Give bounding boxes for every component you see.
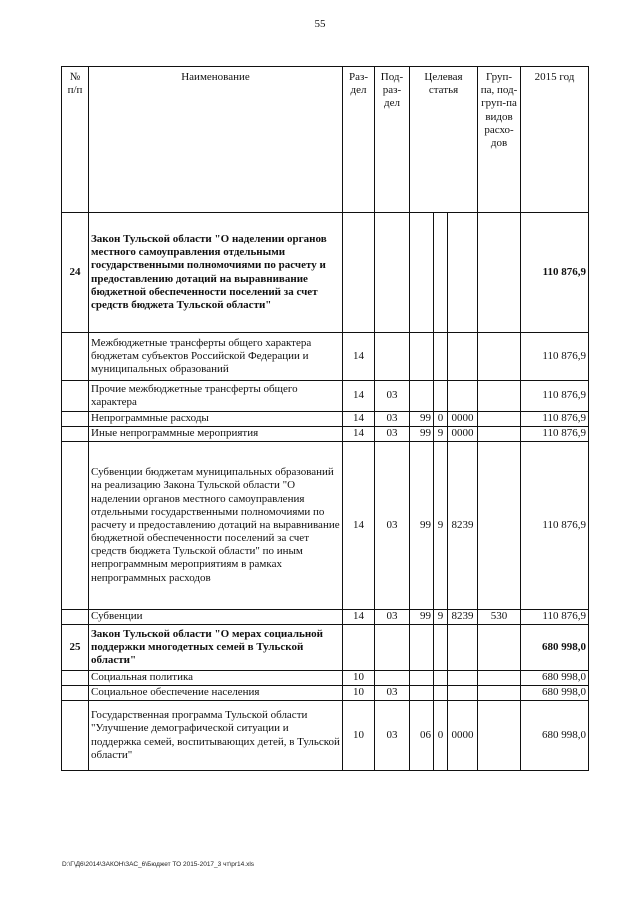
cell-target-sub: [434, 381, 448, 412]
cell-group: [478, 625, 521, 671]
cell-name: Межбюджетные трансферты общего характера бюджетам субъектов Российской Федерации и муниципальных образований: [89, 333, 343, 381]
table-row: [62, 442, 589, 610]
cell-num: [62, 412, 89, 427]
cell-target-program: [410, 686, 434, 701]
cell-razdel: 14: [343, 427, 375, 442]
table-row: [62, 686, 589, 701]
cell-podrazdel: 03: [375, 610, 410, 625]
cell-group: [478, 442, 521, 610]
cell-podrazdel: [375, 213, 410, 333]
cell-target-sub: [434, 213, 448, 333]
header-target: Целевая статья: [410, 67, 478, 213]
cell-razdel: 14: [343, 610, 375, 625]
cell-target-sub: 9: [434, 442, 448, 610]
cell-name: Закон Тульской области "О мерах социальной поддержки многодетных семей в Тульской области": [89, 625, 343, 671]
header-name: Наименование: [89, 67, 343, 213]
cell-num: [62, 686, 89, 701]
table-row: [62, 213, 589, 333]
cell-target-code: 8239: [448, 610, 478, 625]
cell-target-code: 0000: [448, 701, 478, 771]
cell-name: Социальная политика: [89, 671, 343, 686]
header-num: № п/п: [62, 67, 89, 213]
footer-file-path: D:\Г\Д6\2014\ЗАКОН\ЗАС_6\Бюджет ТО 2015-2017_3 чт\pr14.xls: [62, 861, 255, 868]
cell-target-program: 99: [410, 427, 434, 442]
cell-target-sub: [434, 333, 448, 381]
cell-target-sub: [434, 625, 448, 671]
cell-target-sub: [434, 671, 448, 686]
table-row: [62, 701, 589, 771]
cell-target-code: [448, 333, 478, 381]
table-header-row: [62, 67, 589, 213]
cell-name: Непрограммные расходы: [89, 412, 343, 427]
cell-razdel: 10: [343, 686, 375, 701]
table-row: [62, 381, 589, 412]
cell-target-program: 99: [410, 610, 434, 625]
cell-target-program: 06: [410, 701, 434, 771]
cell-target-program: [410, 381, 434, 412]
cell-num: [62, 427, 89, 442]
cell-name: Социальное обеспечение населения: [89, 686, 343, 701]
cell-podrazdel: [375, 625, 410, 671]
cell-target-program: 99: [410, 412, 434, 427]
cell-target-sub: 9: [434, 610, 448, 625]
cell-target-code: 8239: [448, 442, 478, 610]
cell-amount: 110 876,9: [521, 610, 589, 625]
cell-group: [478, 701, 521, 771]
cell-target-code: 0000: [448, 427, 478, 442]
cell-target-sub: 0: [434, 701, 448, 771]
cell-name: Субвенции бюджетам муниципальных образований на реализацию Закона Тульской области "О наделении органов местного самоуправления отдельными государственными полномочиями по расчету и предоставлению дотаций на выравнивание бюджетной обеспеченности поселений за счет средств бюджета Тульской области" по иным непрограммным мероприятиям в рамках непрограммных расходов: [89, 442, 343, 610]
cell-name: Закон Тульской области "О наделении органов местного самоуправления отдельными государственными полномочиями по расчету и предоставлению дотаций на выравнивание бюджетной обеспеченности поселений за счет средств бюджета Тульской области": [89, 213, 343, 333]
cell-target-program: 99: [410, 442, 434, 610]
table-row: [62, 610, 589, 625]
cell-num: [62, 610, 89, 625]
cell-group: [478, 412, 521, 427]
cell-group: [478, 213, 521, 333]
cell-target-code: [448, 671, 478, 686]
cell-num: [62, 381, 89, 412]
cell-target-code: [448, 213, 478, 333]
cell-amount: 110 876,9: [521, 213, 589, 333]
cell-num: [62, 671, 89, 686]
cell-num: [62, 701, 89, 771]
cell-amount: 680 998,0: [521, 625, 589, 671]
cell-target-sub: 0: [434, 412, 448, 427]
page-number: 55: [314, 18, 326, 30]
cell-num: [62, 333, 89, 381]
cell-target-sub: [434, 686, 448, 701]
table-row: [62, 427, 589, 442]
cell-amount: 680 998,0: [521, 671, 589, 686]
cell-group: [478, 671, 521, 686]
cell-razdel: 14: [343, 333, 375, 381]
table-row: [62, 412, 589, 427]
cell-podrazdel: 03: [375, 442, 410, 610]
cell-amount: 680 998,0: [521, 701, 589, 771]
header-year: 2015 год: [521, 67, 589, 213]
cell-target-program: [410, 213, 434, 333]
cell-group: [478, 686, 521, 701]
cell-num: [62, 442, 89, 610]
cell-name: Иные непрограммные мероприятия: [89, 427, 343, 442]
cell-razdel: 10: [343, 701, 375, 771]
table-row: [62, 625, 589, 671]
cell-target-code: [448, 686, 478, 701]
header-razdel: Раз-дел: [343, 67, 375, 213]
cell-target-program: [410, 333, 434, 381]
cell-amount: 110 876,9: [521, 333, 589, 381]
cell-group: 530: [478, 610, 521, 625]
cell-podrazdel: [375, 333, 410, 381]
header-group: Груп-па, под-груп-па видов расхо-дов: [478, 67, 521, 213]
cell-podrazdel: [375, 671, 410, 686]
cell-target-program: [410, 625, 434, 671]
cell-amount: 110 876,9: [521, 442, 589, 610]
cell-target-code: 0000: [448, 412, 478, 427]
budget-table: [61, 66, 589, 771]
cell-podrazdel: 03: [375, 701, 410, 771]
cell-target-code: [448, 625, 478, 671]
header-podrazdel: Под-раз-дел: [375, 67, 410, 213]
cell-podrazdel: 03: [375, 686, 410, 701]
cell-group: [478, 333, 521, 381]
cell-razdel: 14: [343, 412, 375, 427]
cell-razdel: 14: [343, 381, 375, 412]
cell-group: [478, 427, 521, 442]
cell-razdel: 10: [343, 671, 375, 686]
cell-num: 24: [62, 213, 89, 333]
cell-podrazdel: 03: [375, 427, 410, 442]
cell-group: [478, 381, 521, 412]
cell-razdel: [343, 213, 375, 333]
cell-target-code: [448, 381, 478, 412]
cell-target-program: [410, 671, 434, 686]
cell-num: 25: [62, 625, 89, 671]
cell-razdel: 14: [343, 442, 375, 610]
cell-amount: 110 876,9: [521, 412, 589, 427]
cell-amount: 110 876,9: [521, 427, 589, 442]
cell-target-sub: 9: [434, 427, 448, 442]
cell-podrazdel: 03: [375, 381, 410, 412]
table-row: [62, 671, 589, 686]
cell-podrazdel: 03: [375, 412, 410, 427]
cell-name: Субвенции: [89, 610, 343, 625]
cell-name: Прочие межбюджетные трансферты общего характера: [89, 381, 343, 412]
cell-amount: 680 998,0: [521, 686, 589, 701]
cell-name: Государственная программа Тульской области "Улучшение демографической ситуации и поддержка семей, воспитывающих детей, в Тульской области": [89, 701, 343, 771]
cell-amount: 110 876,9: [521, 381, 589, 412]
table-row: [62, 333, 589, 381]
cell-razdel: [343, 625, 375, 671]
